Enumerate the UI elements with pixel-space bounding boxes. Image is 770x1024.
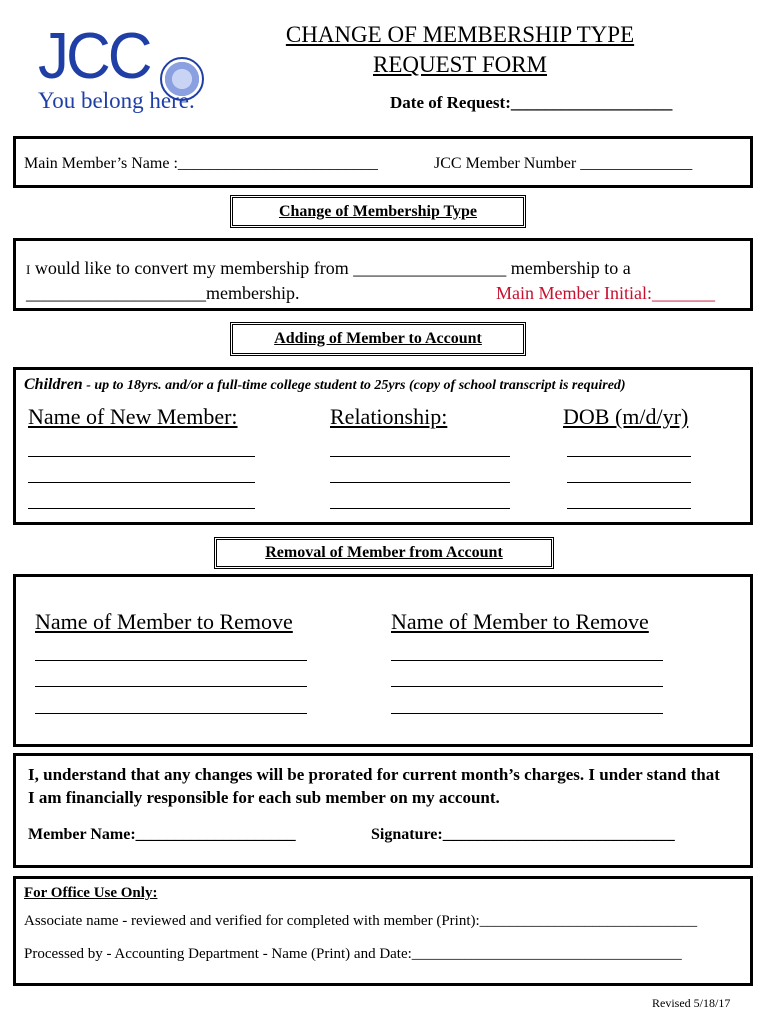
remove-member-line[interactable] (391, 660, 663, 661)
new-member-name-line[interactable] (28, 456, 255, 457)
new-member-name-header: Name of New Member: (28, 404, 238, 429)
remove-member-line[interactable] (35, 713, 307, 714)
revised-date: Revised 5/18/17 (652, 996, 731, 1010)
change-membership-type-heading: Change of Membership Type (230, 195, 526, 228)
form-title-line1: CHANGE OF MEMBERSHIP TYPE (285, 22, 635, 47)
processed-by-field[interactable]: Processed by - Accounting Department - Name (Print) and Date:____________________________________ (24, 946, 682, 962)
main-member-name-field[interactable]: Main Member’s Name :_________________________ (24, 155, 378, 172)
children-eligibility-note (24, 376, 626, 394)
agreement-text: I, understand that any changes will be prorated for current month’s charges. I under stand that I am financially responsible for each sub member on my account. (28, 765, 720, 807)
date-of-request-field[interactable]: Date of Request:___________________ (390, 93, 673, 112)
member-name-field[interactable]: Member Name:____________________ (28, 826, 296, 843)
dob-line[interactable] (567, 456, 691, 457)
remove-member-line[interactable] (35, 660, 307, 661)
children-label: Children (24, 376, 83, 393)
relationship-line[interactable] (330, 508, 510, 509)
office-use-heading: For Office Use Only: (24, 885, 158, 901)
relationship-line[interactable] (330, 482, 510, 483)
new-member-name-line[interactable] (28, 482, 255, 483)
new-member-name-line[interactable] (28, 508, 255, 509)
remove-member-line[interactable] (391, 713, 663, 714)
jcc-logo-tagline: You belong here. (38, 88, 195, 113)
new-membership-field[interactable]: ____________________membership. (26, 283, 300, 303)
relationship-header: Relationship: (330, 404, 448, 429)
convert-prefix: I (26, 262, 31, 277)
remove-member-line[interactable] (35, 686, 307, 687)
relationship-line[interactable] (330, 456, 510, 457)
remove-member-line[interactable] (391, 686, 663, 687)
main-member-initial-field[interactable]: Main Member Initial:_______ (496, 283, 715, 303)
removal-member-heading: Removal of Member from Account (214, 537, 554, 569)
remove-member-header-left: Name of Member to Remove (35, 609, 293, 634)
signature-field[interactable]: Signature:_____________________________ (371, 826, 675, 843)
jcc-logo-wordmark: JCC (38, 20, 150, 93)
convert-membership-line[interactable] (26, 258, 631, 279)
form-title-line2: REQUEST FORM (372, 52, 548, 77)
children-note-text: - up to 18yrs. and/or a full-time college student to 25yrs (copy of school transcript is required) (86, 378, 626, 393)
convert-text: would like to convert my membership from _________________ membership to a (34, 258, 631, 278)
dob-line[interactable] (567, 508, 691, 509)
jcc-member-number-field[interactable]: JCC Member Number ______________ (434, 155, 693, 172)
remove-member-header-right: Name of Member to Remove (391, 609, 649, 634)
dob-line[interactable] (567, 482, 691, 483)
dob-header: DOB (m/d/yr) (563, 404, 689, 429)
associate-name-field[interactable]: Associate name - reviewed and verified for completed with member (Print):_____________________________ (24, 913, 698, 929)
adding-member-heading: Adding of Member to Account (230, 322, 526, 356)
